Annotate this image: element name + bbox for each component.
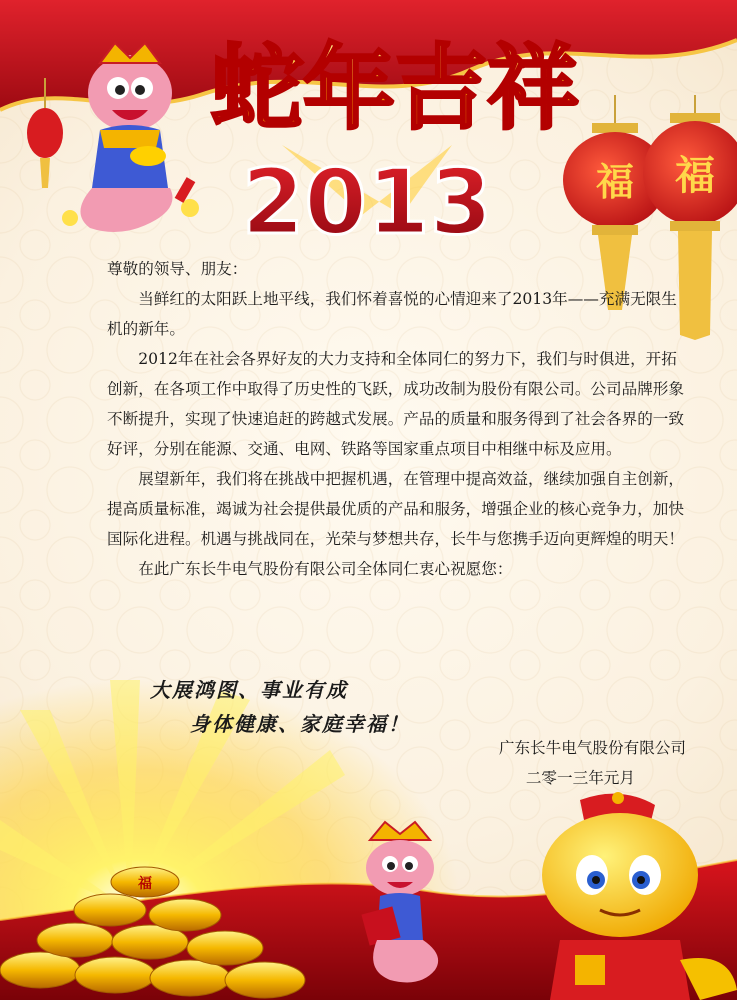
cartoon-snake-bottom-middle [335, 820, 465, 990]
wish-line-2: 身体健康、家庭幸福！ [190, 712, 410, 736]
small-lantern-icon [27, 108, 63, 158]
fu-tag-icon [575, 955, 605, 985]
gold-ingot-pile [0, 820, 330, 1000]
paragraph-3: 展望新年，我们将在挑战中把握机遇，在管理中提高效益，继续加强自主创新，提高质量标准，竭诚为社会提供最优质的产品和服务，增强企业的核心竞争力，加快国际化进程。机遇与挑战同在，光荣与梦想共存，长牛与您携手迈向更辉煌的明天！ [107, 470, 684, 548]
lantern-char-right: 福 [675, 152, 715, 199]
salutation: 尊敬的领导、朋友： [107, 260, 248, 278]
gold-char: 福 [138, 876, 152, 892]
lantern-char-left: 福 [595, 159, 635, 204]
signature-date: 二零一三年元月 [525, 769, 635, 787]
wish-line-1: 大展鸿图、事业有成 [150, 678, 348, 702]
title-snake-year [210, 20, 580, 142]
paragraph-1: 当鲜红的太阳跃上地平线，我们怀着喜悦的心情迎来了2013年——充满无限生机的新年。 [107, 290, 677, 338]
year-numeral [241, 145, 493, 255]
title-text: 蛇年吉祥 [210, 35, 580, 142]
year-text: 2013 [241, 150, 493, 255]
cartoon-snake-bottom-right [540, 790, 737, 1000]
paragraph-2: 2012年在社会各界好友的大力支持和全体同仁的努力下，我们与时俱进，开拓创新，在各项工作中取得了历史性的飞跃，成功改制为股份有限公司。公司品牌形象不断提升，实现了快速追赶的跨越式发展。产品的质量和服务得到了社会各界的一致好评，分别在能源、交通、电网、铁路等国家重点项目中相继中标及应用。 [107, 350, 684, 458]
signature-company: 广东长牛电气股份有限公司 [498, 739, 686, 757]
gold-ingot-icon [130, 146, 166, 166]
cartoon-snake-top-left [30, 38, 230, 238]
letter-body [107, 254, 692, 584]
paragraph-4: 在此广东长牛电气股份有限公司全体同仁衷心祝愿您： [138, 560, 513, 578]
